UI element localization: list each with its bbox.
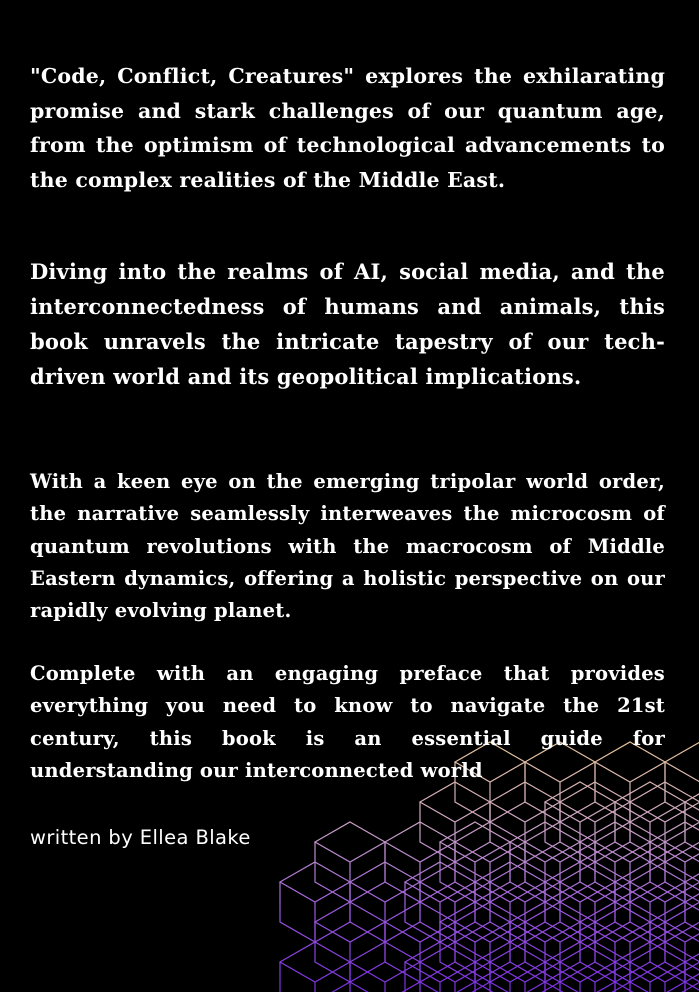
blurb-paragraph-3: With a keen eye on the emerging tripolar world order, the narrative seamlessly interweaves the microcosm of quantum revolutions with the macrocosm of Middle Eastern dynamics, offering a holistic perspective on our rapidly evolving planet. xyxy=(30,470,665,623)
cube-outline xyxy=(510,902,580,982)
cube-outline xyxy=(595,982,665,992)
cube-outline xyxy=(490,782,560,862)
cube-outline xyxy=(650,982,699,992)
cube-outline xyxy=(615,782,685,862)
cube-outline xyxy=(560,782,630,862)
blurb-paragraph-2: Diving into the realms of AI, social media, and the interconnectedness of humans and animals, this book unravels the intricate tapestry of our tech-driven world and its geopolitical implications. xyxy=(30,259,665,389)
cube-outline xyxy=(545,782,615,862)
author-byline: written by Ellea Blake xyxy=(30,826,251,849)
cube-outline xyxy=(580,822,650,902)
cube-outline xyxy=(440,902,510,982)
cube-outline xyxy=(665,822,699,902)
cube-outline xyxy=(490,862,560,942)
cube-outline xyxy=(650,822,699,902)
cube-outline xyxy=(385,982,455,992)
cube-outline xyxy=(545,942,615,992)
blurb-paragraph-1: "Code, Conflict, Creatures" explores the exhilarating promise and stark challenges of our quantum age, from the optimism of technological advancements to the complex realities of the Middle East. xyxy=(30,64,665,192)
cube-outline xyxy=(685,782,699,862)
cube-outline xyxy=(595,902,665,982)
cube-outline xyxy=(440,822,510,902)
cube-outline xyxy=(350,942,420,992)
cube-outline xyxy=(455,822,525,902)
cube-outline xyxy=(560,942,630,992)
cube-outline xyxy=(420,782,490,862)
cube-outline xyxy=(630,782,699,862)
cube-outline xyxy=(510,982,580,992)
cube-outline xyxy=(455,902,525,982)
cube-outline xyxy=(685,942,699,992)
cube-outline xyxy=(615,862,685,942)
cube-outline xyxy=(615,942,685,992)
cube-outline xyxy=(510,822,580,902)
cube-outline xyxy=(545,862,615,942)
cube-outline xyxy=(475,942,545,992)
cube-outline xyxy=(525,982,595,992)
cube-outline xyxy=(405,942,475,992)
cube-outline xyxy=(440,982,510,992)
cube-outline xyxy=(455,982,525,992)
cube-outline xyxy=(525,822,595,902)
cube-outline xyxy=(405,862,475,942)
cube-outline xyxy=(685,862,699,942)
cube-outline xyxy=(280,862,350,942)
cube-outline xyxy=(315,902,385,982)
cube-outline xyxy=(385,822,455,902)
cube-outline xyxy=(420,942,490,992)
cube-outline xyxy=(525,902,595,982)
blurb-paragraph-4: Complete with an engaging preface that provides everything you need to know to navigate the 21st century, this book is an essential guide for understanding our interconnected world xyxy=(30,662,665,782)
cube-outline xyxy=(650,902,699,982)
cube-outline xyxy=(315,982,385,992)
cube-outline xyxy=(630,942,699,992)
cube-outline xyxy=(630,862,699,942)
cube-outline xyxy=(385,902,455,982)
cube-outline xyxy=(580,902,650,982)
cube-outline xyxy=(315,822,385,902)
cube-outline xyxy=(420,862,490,942)
cube-outline xyxy=(595,822,665,902)
cube-outline xyxy=(560,862,630,942)
cube-outline xyxy=(350,862,420,942)
cube-outline xyxy=(280,942,350,992)
cube-outline xyxy=(580,982,650,992)
cube-outline xyxy=(665,902,699,982)
cube-outline xyxy=(665,742,699,822)
cube-outline xyxy=(475,862,545,942)
cube-outline xyxy=(490,942,560,992)
cube-outline xyxy=(665,982,699,992)
